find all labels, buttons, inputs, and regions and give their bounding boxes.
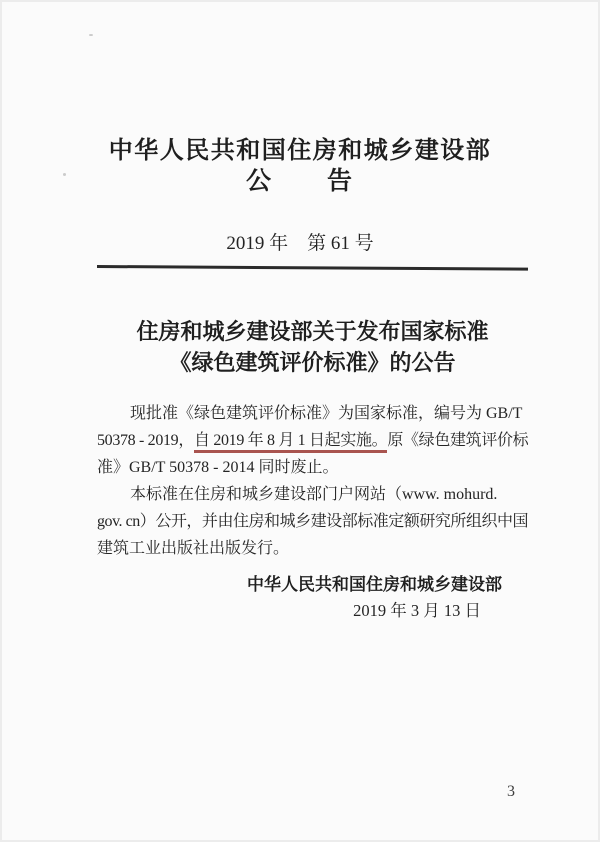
signature-org: 中华人民共和国住房和城乡建设部 [247, 575, 502, 594]
ministry-title: 中华人民共和国住房和城乡建设部 [108, 137, 492, 164]
effective-date-underlined: 自 2019 年 8 月 1 日起实施。 [194, 432, 387, 453]
scan-speck [89, 34, 93, 36]
para1-line3: 准》GB/T 50378 - 2014 同时废止。 [97, 459, 339, 476]
para1-line2-post: 原《绿色建筑评价标 [387, 432, 529, 449]
para1-line2-pre: 50378 - 2019， [97, 432, 194, 449]
para1-line1: 现批准《绿色建筑评价标准》为国家标准，编号为 GB/T [130, 405, 523, 422]
page-number: 3 [507, 783, 515, 800]
notice-title-line1: 住房和城乡建设部关于发布国家标准 [136, 319, 489, 344]
signature-block [97, 572, 528, 624]
notice-title-line2: 《绿色建筑评价标准》的公告 [169, 350, 456, 375]
notice-title [97, 316, 528, 378]
para1-line2 [97, 427, 528, 454]
para2-line2: gov. cn）公开，并由住房和城乡建设部标准定额研究所组织中国 [97, 513, 529, 530]
header-rule [97, 265, 528, 271]
para2-line1: 本标准在住房和城乡建设部门户网站（www. mohurd. [130, 486, 498, 503]
signature-date: 2019 年 3 月 13 日 [353, 601, 481, 620]
body-text [97, 400, 528, 562]
announcement-title: 公 告 [245, 167, 354, 195]
para2-line3: 建筑工业出版社出版发行。 [97, 540, 290, 557]
issue-number: 2019 年 第 61 号 [226, 233, 374, 254]
